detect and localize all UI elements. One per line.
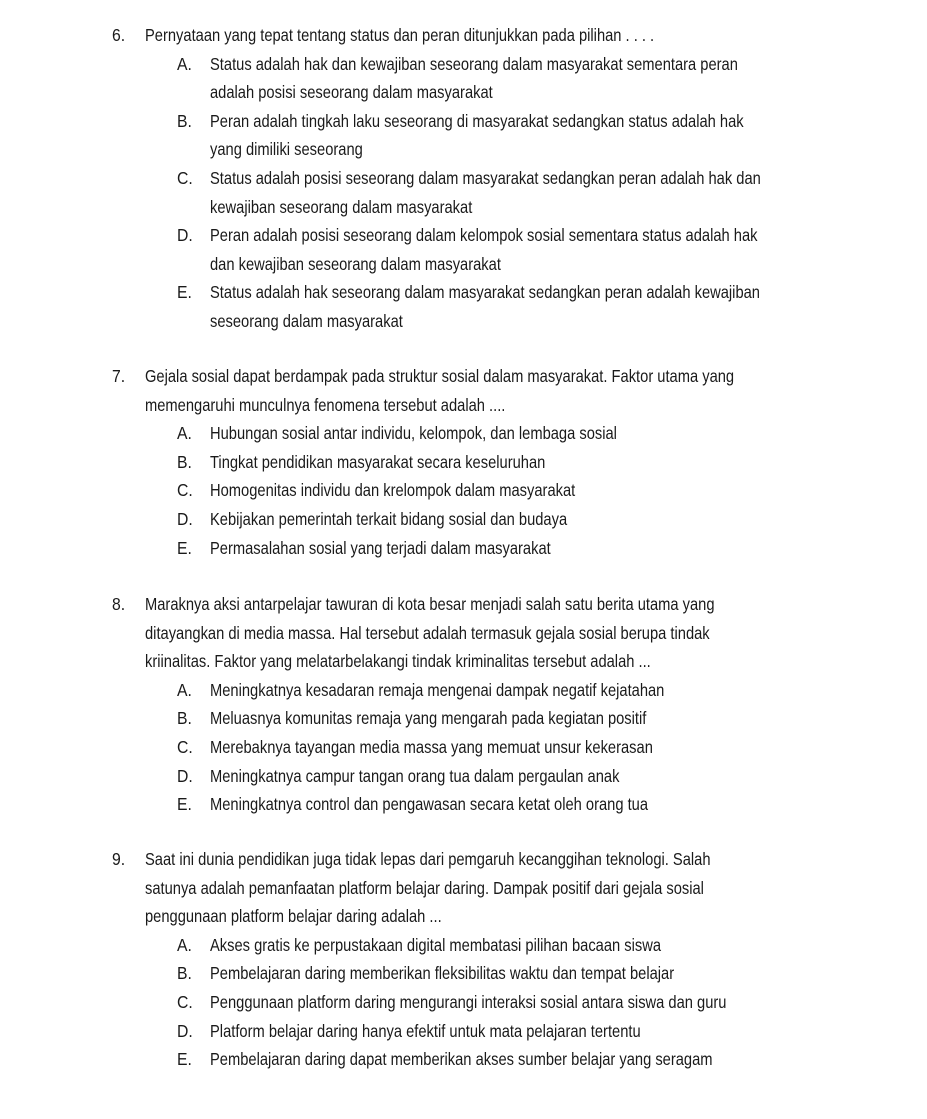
question-stem: ditayangkan di media massa. Hal tersebut adalah termasuk gejala sosial berupa tindak [145,622,710,643]
question-stem-line [0,874,927,903]
option-c [0,733,927,762]
option-d [0,1017,927,1046]
option-text: Meningkatnya control dan pengawasan secara ketat oleh orang tua [210,794,649,815]
option-letter: B. [177,451,192,472]
option-letter: E. [177,794,192,815]
option-text: Status adalah hak dan kewajiban seseorang dalam masyarakat sementara peran [210,53,738,74]
option-text: Meningkatnya campur tangan orang tua dalam pergaulan anak [210,765,620,786]
question-stem: kriinalitas. Faktor yang melatarbelakangi tindak kriminalitas tersebut adalah ... [145,651,651,672]
option-c [0,164,927,193]
option-letter: E. [177,282,192,303]
question-stem: penggunaan platform belajar daring adalah ... [145,906,442,927]
option-letter: C. [177,736,193,757]
option-letter: A. [177,423,192,444]
option-letter: D. [177,508,193,529]
question-stem-line [0,647,927,676]
option-e [0,790,927,819]
option-letter: E. [177,1049,192,1070]
option-text: kewajiban seseorang dalam masyarakat [210,196,473,217]
option-text: Merebaknya tayangan media massa yang memuat unsur kekerasan [210,736,653,757]
option-letter: D. [177,1020,193,1041]
option-letter: E. [177,537,192,558]
option-b-continuation [0,135,927,164]
option-c [0,476,927,505]
option-d [0,762,927,791]
question-stem-line [0,21,927,50]
option-letter: C. [177,167,193,188]
question-stem-line [0,391,927,420]
question-stem: Gejala sosial dapat berdampak pada struktur sosial dalam masyarakat. Faktor utama yang [145,366,735,386]
question-6 [0,21,927,336]
question-number: 9. [112,849,126,869]
option-c [0,988,927,1017]
option-letter: A. [177,679,192,700]
question-stem-line [0,590,927,619]
option-text: Pembelajaran daring memberikan fleksibilitas waktu dan tempat belajar [210,963,675,984]
option-text: Status adalah posisi seseorang dalam masyarakat sedangkan peran adalah hak dan [210,167,761,188]
question-stem: Saat ini dunia pendidikan juga tidak lepas dari pemgaruh kecanggihan teknologi. Salah [145,849,711,869]
option-text: Tingkat pendidikan masyarakat secara keseluruhan [210,451,546,472]
option-text: Peran adalah tingkah laku seseorang di masyarakat sedangkan status adalah hak [210,110,744,131]
option-text: Akses gratis ke perpustakaan digital membatasi pilihan bacaan siswa [210,934,662,955]
option-c-continuation [0,193,927,222]
option-b [0,704,927,733]
question-stem-line [0,902,927,931]
question-stem: satunya adalah pemanfaatan platform belajar daring. Dampak positif dari gejala sosial [145,877,704,898]
option-e [0,534,927,563]
option-e-continuation [0,307,927,336]
option-d [0,505,927,534]
question-stem-line [0,619,927,648]
option-b [0,448,927,477]
option-a [0,676,927,705]
option-letter: A. [177,934,192,955]
option-text: dan kewajiban seseorang dalam masyarakat [210,253,501,274]
option-text: Hubungan sosial antar individu, kelompok, dan lembaga sosial [210,423,617,444]
option-e [0,1045,927,1074]
option-a-continuation [0,78,927,107]
option-text: Permasalahan sosial yang terjadi dalam masyarakat [210,537,551,558]
question-7 [0,362,927,562]
question-9 [0,845,927,1074]
option-text: adalah posisi seseorang dalam masyarakat [210,82,493,103]
option-a [0,419,927,448]
question-stem-line [0,845,927,874]
option-d [0,221,927,250]
option-letter: B. [177,708,192,729]
option-text: Penggunaan platform daring mengurangi interaksi sosial antara siswa dan guru [210,991,727,1012]
option-text: Meningkatnya kesadaran remaja mengenai dampak negatif kejatahan [210,679,665,700]
question-number: 6. [112,25,126,45]
option-a [0,931,927,960]
option-a [0,50,927,79]
question-number: 8. [112,594,126,614]
question-number: 7. [112,366,126,386]
option-letter: A. [177,53,192,74]
option-e [0,278,927,307]
option-text: Platform belajar daring hanya efektif untuk mata pelajaran tertentu [210,1020,641,1041]
option-letter: B. [177,963,192,984]
option-letter: D. [177,225,193,246]
option-letter: C. [177,480,193,501]
option-d-continuation [0,250,927,279]
option-text: Pembelajaran daring dapat memberikan akses sumber belajar yang seragam [210,1049,713,1070]
option-text: Peran adalah posisi seseorang dalam kelompok sosial sementara status adalah hak [210,225,758,246]
option-letter: D. [177,765,193,786]
option-text: yang dimiliki seseorang [210,139,363,160]
option-text: seseorang dalam masyarakat [210,310,403,331]
option-text: Status adalah hak seseorang dalam masyarakat sedangkan peran adalah kewajiban [210,282,760,303]
option-b [0,107,927,136]
question-stem: Pernyataan yang tepat tentang status dan peran ditunjukkan pada pilihan . . . . [145,25,655,45]
option-letter: C. [177,991,193,1012]
option-text: Homogenitas individu dan krelompok dalam masyarakat [210,480,576,501]
option-text: Kebijakan pemerintah terkait bidang sosial dan budaya [210,508,568,529]
question-stem-line [0,362,927,391]
option-letter: B. [177,110,192,131]
question-8 [0,590,927,819]
option-b [0,959,927,988]
question-stem: Maraknya aksi antarpelajar tawuran di kota besar menjadi salah satu berita utama yang [145,594,715,614]
option-text: Meluasnya komunitas remaja yang mengarah pada kegiatan positif [210,708,647,729]
question-stem: memengaruhi munculnya fenomena tersebut adalah .... [145,394,506,415]
